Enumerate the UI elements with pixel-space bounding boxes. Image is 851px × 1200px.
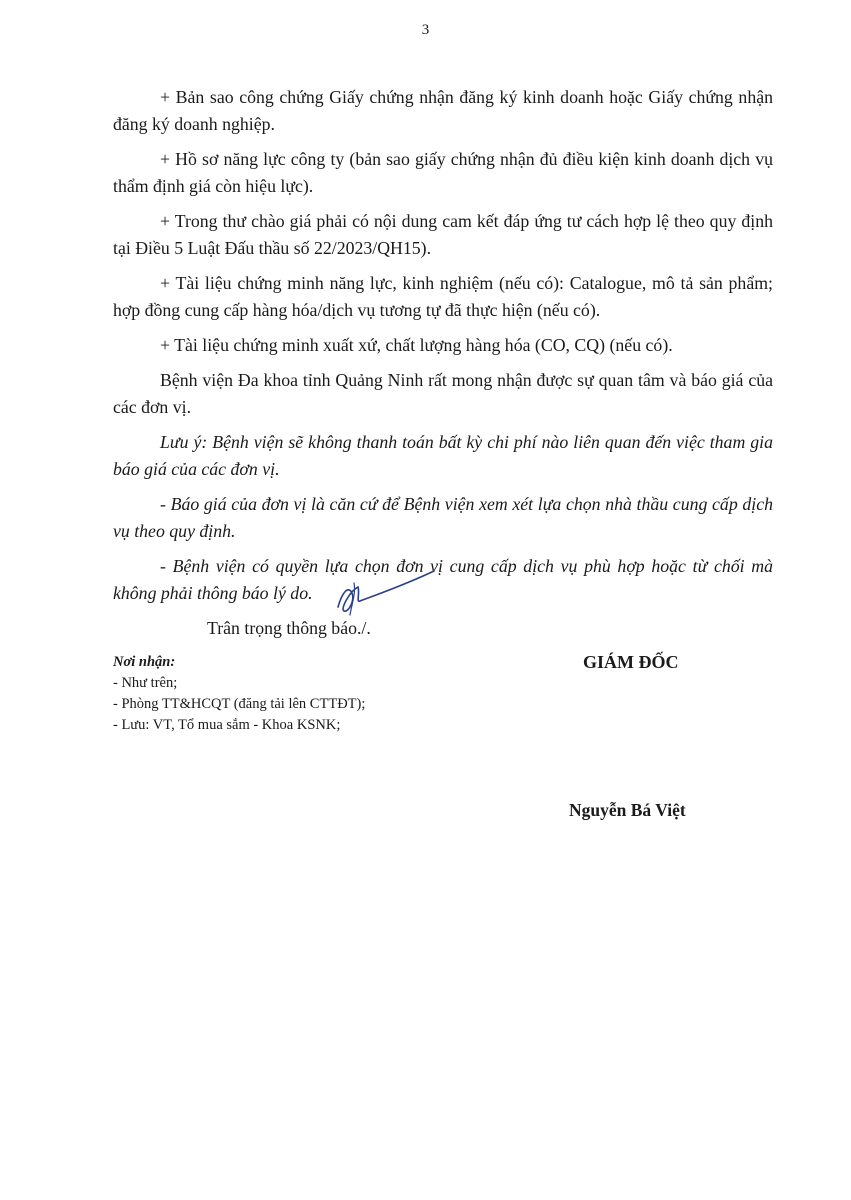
closing-text: Trân trọng thông báo./.: [207, 618, 371, 638]
paragraph-note-basis: - Báo giá của đơn vị là căn cứ để Bệnh viện xem xét lựa chọn nhà thầu cung cấp dịch vụ theo quy định.: [113, 494, 773, 541]
paragraph-hospital-request: Bệnh viện Đa khoa tỉnh Quảng Ninh rất mong nhận được sự quan tâm và báo giá của các đơn vị.: [113, 370, 773, 417]
paragraph-capability-documents: + Tài liệu chứng minh năng lực, kinh nghiệm (nếu có): Catalogue, mô tả sản phẩm; hợp đồng cung cấp hàng hóa/dịch vụ tương tự đã thực hiện (nếu có).: [113, 273, 773, 320]
recipients-heading: Nơi nhận:: [113, 654, 176, 670]
signer-name: Nguyễn Bá Việt: [569, 800, 686, 820]
recipient-item: - Như trên;: [113, 675, 178, 691]
document-body: [113, 84, 773, 650]
page-number: 3: [421, 22, 430, 38]
paragraph-notarized-license: + Bản sao công chứng Giấy chứng nhận đăng ký kinh doanh hoặc Giấy chứng nhận đăng ký doanh nghiệp.: [113, 87, 773, 134]
signer-title: GIÁM ĐỐC: [583, 652, 679, 672]
recipient-item: - Phòng TT&HCQT (đăng tải lên CTTĐT);: [113, 696, 366, 712]
paragraph-note-no-payment: Lưu ý: Bệnh viện sẽ không thanh toán bất kỳ chi phí nào liên quan đến việc tham gia báo giá của các đơn vị.: [113, 432, 773, 479]
recipient-item: - Lưu: VT, Tổ mua sắm - Khoa KSNK;: [113, 717, 341, 733]
paragraph-eligibility-commitment: + Trong thư chào giá phải có nội dung cam kết đáp ứng tư cách hợp lệ theo quy định tại Điều 5 Luật Đấu thầu số 22/2023/QH15).: [113, 211, 773, 258]
paragraph-note-right-to-choose: - Bệnh viện có quyền lựa chọn đơn vị cung cấp dịch vụ phù hợp hoặc từ chối mà không phải thông báo lý do.: [113, 556, 773, 603]
closing-line: [113, 615, 773, 642]
initials-signature-icon: [330, 563, 440, 623]
recipients-list: [113, 673, 533, 736]
recipients-block: [113, 652, 533, 736]
paragraph-company-profile: + Hồ sơ năng lực công ty (bản sao giấy chứng nhận đủ điều kiện kinh doanh dịch vụ thẩm định giá còn hiệu lực).: [113, 149, 773, 196]
paragraph-origin-quality: + Tài liệu chứng minh xuất xứ, chất lượng hàng hóa (CO, CQ) (nếu có).: [160, 335, 673, 355]
